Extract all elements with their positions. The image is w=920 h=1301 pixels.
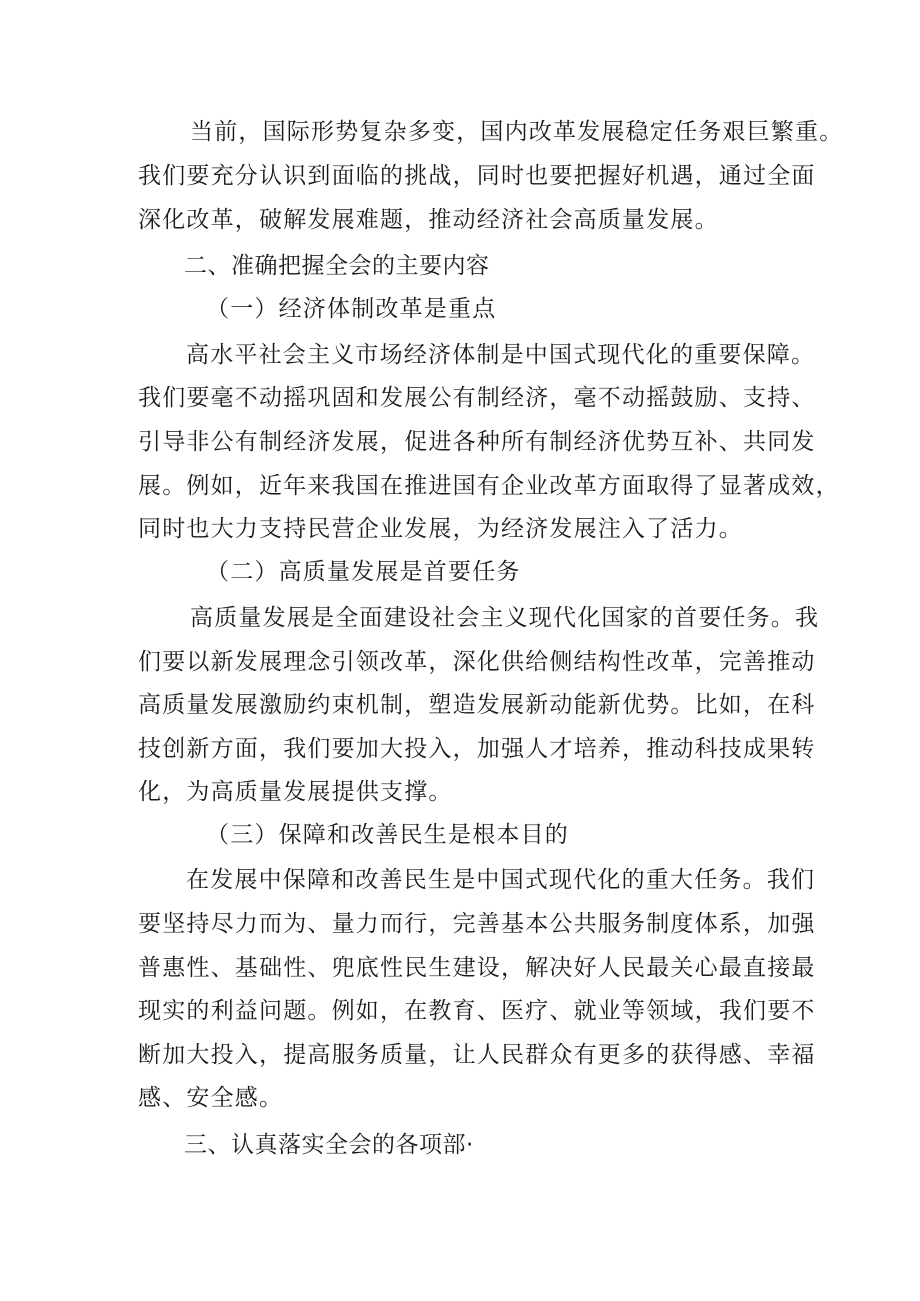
paragraph-line: 我们要充分认识到面临的挑战，同时也要把握好机遇，通过全面 — [138, 163, 816, 189]
paragraph-line: 技创新方面，我们要加大投入，加强人才培养，推动科技成果转 — [138, 736, 816, 762]
paragraph-line: 化，为高质量发展提供支撑。 — [138, 779, 453, 805]
paragraph-line: 展。例如，近年来我国在推进国有企业改革方面取得了显著成效， — [138, 473, 840, 499]
paragraph-line: 普惠性、基础性、兜底性民生建设，解决好人民最关心最直接最 — [138, 955, 816, 981]
paragraph-line: 当前，国际形势复杂多变，国内改革发展稳定任务艰巨繁重。 — [190, 119, 844, 145]
paragraph-line: 要坚持尽力而为、量力而行，完善基本公共服务制度体系，加强 — [138, 911, 816, 937]
paragraph-line: 高质量发展激励约束机制，塑造发展新动能新优势。比如，在科 — [138, 692, 816, 718]
paragraph-line: 高水平社会主义市场经济体制是中国式现代化的重要保障。 — [186, 342, 816, 368]
section-heading: 三、认真落实全会的各项部· — [184, 1132, 474, 1158]
subsection-heading: （二）高质量发展是首要任务 — [206, 559, 521, 585]
paragraph-line: 在发展中保障和改善民生是中国式现代化的重大任务。我们 — [186, 867, 816, 893]
paragraph-line: 引导非公有制经济发展，促进各种所有制经济优势互补、共同发 — [138, 429, 816, 455]
paragraph-line: 们要以新发展理念引领改革，深化供给侧结构性改革，完善推动 — [138, 649, 816, 675]
paragraph-line: 感、安全感。 — [138, 1085, 284, 1111]
paragraph-line: 高质量发展是全面建设社会主义现代化国家的首要任务。我 — [190, 605, 820, 631]
subsection-heading: （一）经济体制改革是重点 — [206, 296, 497, 322]
paragraph-line: 深化改革，破解发展难题，推动经济社会高质量发展。 — [138, 207, 719, 233]
paragraph-line: 现实的利益问题。例如，在教育、医疗、就业等领域，我们要不 — [138, 998, 816, 1024]
section-heading: 二、准确把握全会的主要内容 — [184, 253, 490, 279]
paragraph-line: 我们要毫不动摇巩固和发展公有制经济，毫不动摇鼓励、支持、 — [138, 385, 816, 411]
paragraph-line: 断加大投入，提高服务质量，让人民群众有更多的获得感、幸福 — [138, 1042, 816, 1068]
subsection-heading: （三）保障和改善民生是根本目的 — [206, 822, 569, 848]
paragraph-line: 同时也大力支持民营企业发展，为经济发展注入了活力。 — [138, 516, 743, 542]
